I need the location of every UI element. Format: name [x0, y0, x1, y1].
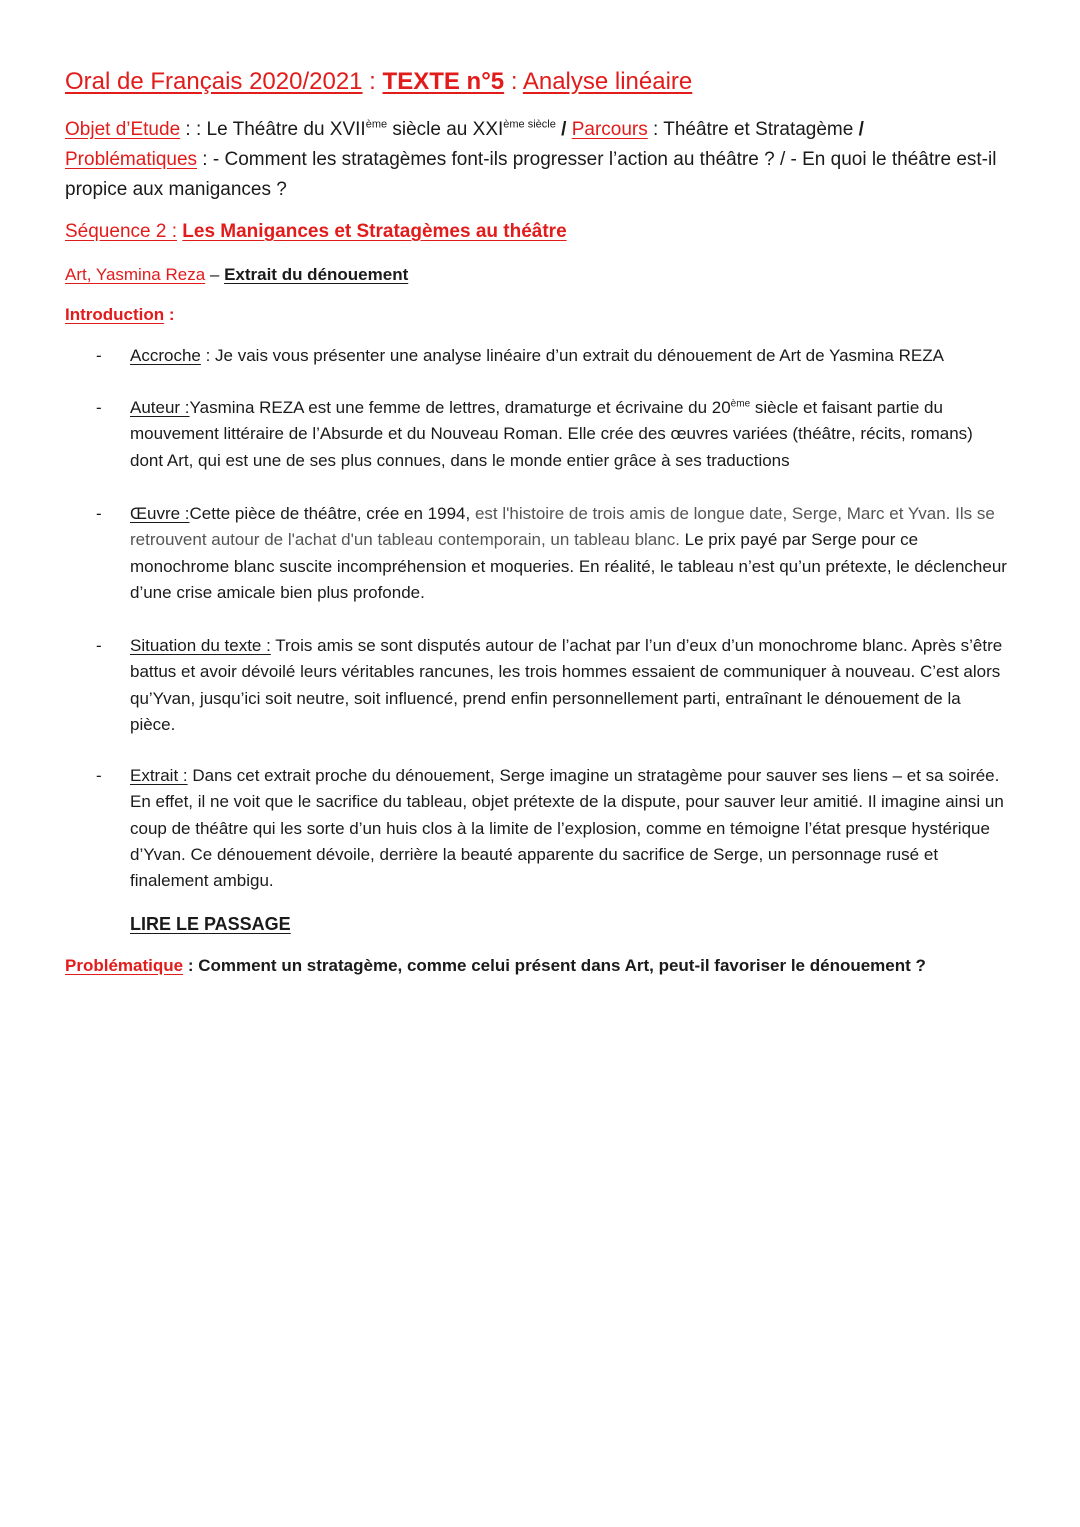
situation-text-block [130, 633, 1010, 738]
problematiques-label: Problématiques [65, 149, 198, 170]
title-separator-2: : [504, 68, 523, 95]
situation-label: Situation du texte : [130, 636, 271, 655]
auteur-sup: ème [730, 398, 751, 410]
oeuvre-text-a: Cette pièce de théâtre, crée en 1994, [189, 504, 471, 523]
work-name: Art, Yasmina Reza [65, 265, 206, 284]
situation-text: Trois amis se sont disputés autour de l’achat par l’un d’eux d’un monochrome blanc. Après s’être battus et avoir dévoilé leurs véritables rancunes, les trois hommes essaient de communiquer à nouveau. C’est alors qu’Yvan, jusqu’ici soit neutre, soit influencé, prend enfin personnellement parti, entraînant le dénouement de la pièce. [130, 636, 1003, 734]
parcours-label: Parcours [571, 119, 648, 140]
title-oral: Oral de Français 2020/2021 [65, 68, 363, 95]
oeuvre-label: Œuvre : [130, 504, 190, 523]
objet-sup-b: ème siècle [503, 118, 556, 131]
bullet-dash: - [96, 346, 102, 365]
problematique-text: Comment un stratagème, comme celui présent dans Art, peut-il favoriser le dénouement ? [198, 956, 926, 975]
parcours-slash: / [858, 119, 864, 140]
auteur-label: Auteur : [130, 398, 190, 417]
objet-text-b: siècle au XXI [387, 119, 504, 140]
extrait-label: Extrait : [130, 766, 188, 785]
oeuvre-text-b: Le prix payé par Serge pour ce monochrome blanc suscite incompréhension et moqueries. En réalité, le tableau n’est qu’un prétexte, le déclencheur d’une crise amicale bien plus profonde. [130, 530, 1007, 602]
document-title [65, 66, 692, 98]
problematique-label: Problématique [65, 956, 184, 975]
objet-separator: : : [180, 119, 207, 140]
introduction-colon: : [164, 305, 175, 324]
bullet-dash: - [96, 398, 102, 417]
objet-sup-a: ème [365, 118, 388, 131]
sequence-title: Les Manigances et Stratagèmes au théâtre [182, 221, 567, 242]
objet-etude-block [65, 115, 1025, 205]
problematiques-text: : - Comment les stratagèmes font-ils progresser l’action au théâtre ? / - En quoi le théâtre est-il propice aux manigances ? [65, 149, 997, 200]
problematique-line [65, 953, 926, 979]
introduction-heading [65, 303, 175, 327]
auteur-text-a: Yasmina REZA est une femme de lettres, dramaturge et écrivaine du 20 [189, 398, 731, 417]
extrait-text: Dans cet extrait proche du dénouement, Serge imagine un stratagème pour sauver ses liens – et sa soirée. En effet, il ne voit que le sacrifice du tableau, objet prétexte de la dispute, pour sauver leur amitié. Il imagine ainsi un coup de théâtre qui les sorte d’un huis clos à la limite de l’explosion, comme en témoigne l’état presque hystérique d’Yvan. Ce dénouement dévoile, derrière la beauté apparente du sacrifice de Serge, un personnage rusé et finalement ambigu. [130, 766, 1004, 891]
lire-le-passage: LIRE LE PASSAGE [130, 914, 291, 934]
work-line [65, 263, 408, 287]
parcours-text: : Théâtre et Stratagème [647, 119, 859, 140]
title-analyse: Analyse linéaire [522, 68, 693, 95]
work-extract: Extrait du dénouement [224, 265, 409, 284]
accroche-label: Accroche [130, 346, 201, 365]
introduction-label: Introduction [65, 305, 165, 324]
accroche-text-block [130, 343, 1010, 369]
oeuvre-text-grey: est l'histoire de trois amis de longue date, Serge, Marc et Yvan. Ils se retrouvent autour de l'achat d'un tableau contemporain, un tableau blanc. [130, 504, 995, 550]
bullet-dash: - [96, 636, 102, 655]
objet-text-a: Le Théâtre du XVII [206, 119, 366, 140]
title-texte: TEXTE n°5 [382, 68, 505, 95]
bullet-dash: - [96, 504, 102, 523]
objet-label: Objet d’Etude [65, 119, 181, 140]
title-separator: : [362, 68, 383, 95]
sequence-heading [65, 219, 567, 245]
extrait-text-block [130, 763, 1010, 894]
sequence-label: Séquence 2 : [65, 221, 177, 242]
work-dash: – [205, 265, 225, 284]
accroche-text: : Je vais vous présenter une analyse linéaire d’un extrait du dénouement de Art de Yasmina REZA [200, 346, 944, 365]
auteur-text-block [130, 395, 1010, 474]
auteur-text-b: siècle et faisant partie du mouvement littéraire de l’Absurde et du Nouveau Roman. Elle crée des œuvres variées (théâtre, récits, romans) dont Art, qui est une de ses plus connues, dans le monde entier grâce à ses traductions [130, 398, 973, 470]
oeuvre-text-block [130, 501, 1010, 606]
problematique-colon: : [183, 956, 199, 975]
bullet-dash: - [96, 766, 102, 785]
objet-slash: / [555, 119, 572, 140]
